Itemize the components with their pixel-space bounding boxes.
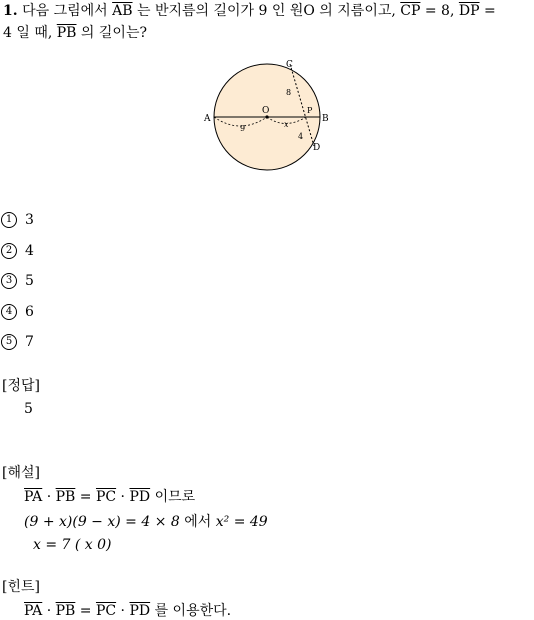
- label-o: O: [262, 106, 270, 116]
- choice-mark-3: 3: [1, 273, 17, 289]
- choice-value-2: 4: [25, 243, 34, 259]
- label-d: D: [313, 143, 321, 153]
- answer-value: 5: [24, 401, 33, 417]
- label-9: 9: [240, 124, 246, 133]
- exp-segment-pa: $\overline{PA}$: [24, 489, 43, 505]
- label-b: B: [322, 114, 329, 124]
- choice-value-5: 7: [25, 334, 34, 350]
- segment-cp: $\overline{CP}$: [400, 3, 421, 19]
- exp-segment-pd: $\overline{PD}$: [129, 489, 151, 505]
- question-text-2a: 4 일 때,: [3, 25, 57, 41]
- choice-mark-2: 2: [1, 243, 17, 259]
- exp-segment-pc: $\overline{PC}$: [95, 489, 117, 505]
- exp-equals: =: [75, 489, 96, 505]
- hint-line: [24, 600, 231, 620]
- question-number: 1.: [3, 3, 18, 19]
- exp-dot-1: ·: [42, 489, 56, 505]
- circle-figure: [200, 55, 340, 175]
- choice-value-3: 5: [25, 273, 34, 289]
- exp-tail-1: 이므로: [150, 489, 196, 505]
- choice-4[interactable]: [1, 304, 34, 320]
- choice-mark-4: 4: [1, 304, 17, 320]
- choice-value-1: 3: [25, 212, 34, 228]
- choice-mark-1: 1: [1, 212, 17, 228]
- question-text-1a: 다음 그림에서: [22, 3, 113, 19]
- segment-ab: $\overline{AB}$: [112, 3, 133, 19]
- question-text-2b: 의 길이는?: [76, 25, 147, 41]
- label-p: P: [307, 106, 313, 115]
- answer-heading: [정답]: [2, 378, 40, 394]
- choice-value-4: 6: [25, 304, 34, 320]
- hint-segment-pa: $\overline{PA}$: [24, 603, 43, 619]
- question-text-1b: 는 반지름의 길이가 9 인 원O 의 지름이고,: [132, 3, 401, 19]
- segment-pb: $\overline{PB}$: [56, 25, 77, 41]
- explanation-line-3: x = 7 ( x 0): [33, 537, 112, 553]
- choice-mark-5: 5: [1, 334, 17, 350]
- hint-segment-pb: $\overline{PB}$: [55, 603, 76, 619]
- choice-2[interactable]: [1, 243, 34, 259]
- label-4: 4: [298, 132, 304, 141]
- label-x: x: [284, 120, 289, 129]
- label-8: 8: [286, 88, 292, 97]
- question-eq-end: =: [479, 3, 496, 19]
- hint-tail: 를 이용한다.: [150, 603, 232, 619]
- question-eq-8: = 8,: [420, 3, 459, 19]
- explanation-line-2: [24, 511, 268, 531]
- question-line-2: [3, 22, 147, 44]
- exp-x2: x² = 49: [215, 514, 268, 530]
- hint-segment-pd: $\overline{PD}$: [129, 603, 151, 619]
- exp-dot-2: ·: [116, 489, 130, 505]
- hint-dot-1: ·: [42, 603, 56, 619]
- hint-dot-2: ·: [116, 603, 130, 619]
- label-c: C: [286, 60, 293, 70]
- choice-1[interactable]: [1, 212, 34, 228]
- explanation-heading: [해설]: [2, 465, 40, 481]
- hint-segment-pc: $\overline{PC}$: [95, 603, 117, 619]
- explanation-line-1: [24, 486, 195, 506]
- label-a: A: [204, 114, 211, 124]
- choice-3[interactable]: [1, 273, 34, 289]
- exp-expr: (9 + x)(9 − x) = 4 × 8: [24, 514, 180, 530]
- exp-tail-2: 에서: [179, 514, 216, 530]
- choice-5[interactable]: [1, 334, 34, 350]
- exp-segment-pb: $\overline{PB}$: [55, 489, 76, 505]
- hint-heading: [힌트]: [2, 579, 40, 595]
- hint-equals: =: [75, 603, 96, 619]
- question-line-1: [3, 0, 496, 22]
- segment-dp: $\overline{DP}$: [458, 3, 480, 19]
